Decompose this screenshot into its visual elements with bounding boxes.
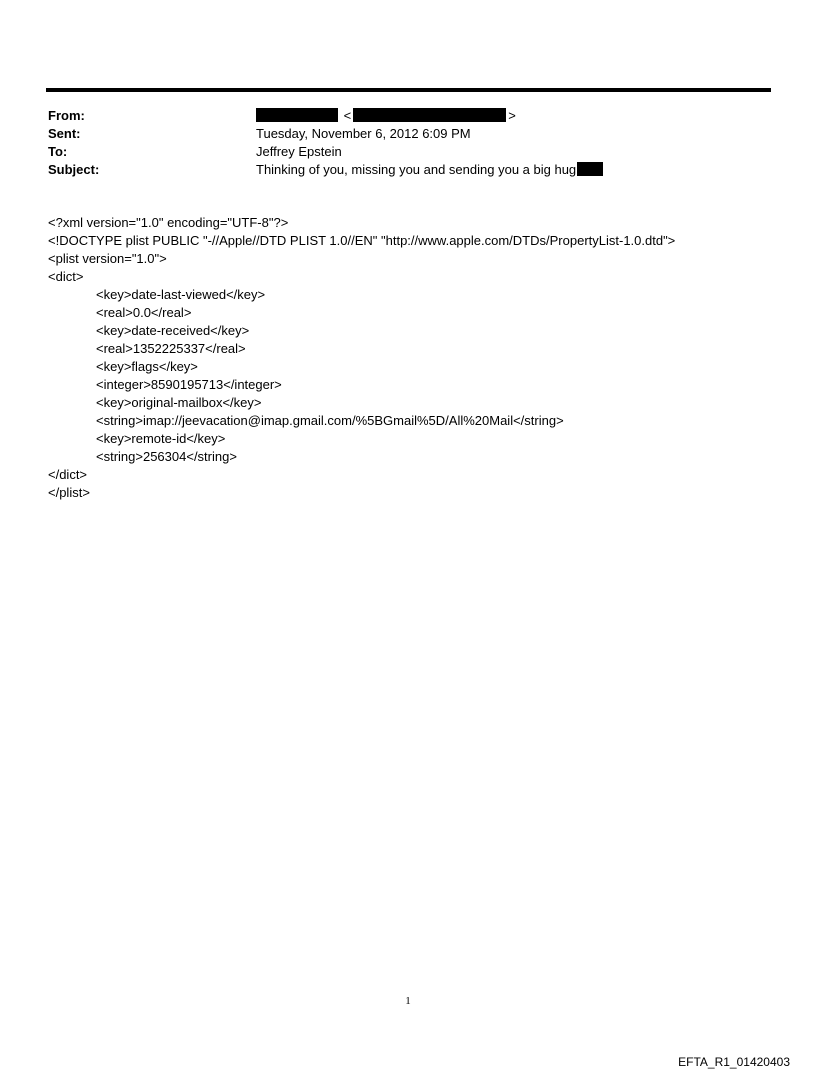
body-line: <?xml version="1.0" encoding="UTF-8"?> [48, 215, 289, 230]
sent-label: Sent: [48, 126, 81, 141]
from-label: From: [48, 108, 85, 123]
redacted-subject-tail [577, 162, 603, 176]
body-line: <key>date-last-viewed</key> [96, 287, 266, 302]
from-row [48, 107, 768, 125]
body-line: <plist version="1.0"> [48, 251, 167, 266]
from-open-bracket: < [343, 108, 352, 123]
to-row [48, 143, 768, 161]
subject-value: Thinking of you, missing you and sending you a big hug [256, 162, 577, 177]
body-line: <!DOCTYPE plist PUBLIC "-//Apple//DTD PLIST 1.0//EN" "http://www.apple.com/DTDs/PropertyList-1.0.dtd"> [48, 233, 676, 248]
body-line: <real>0.0</real> [96, 305, 192, 320]
subject-label: Subject: [48, 162, 100, 177]
to-value: Jeffrey Epstein [256, 144, 342, 159]
body-line: <string>imap://jeevacation@imap.gmail.com/%5BGmail%5D/All%20Mail</string> [96, 413, 564, 428]
subject-row [48, 161, 768, 179]
body-line: <key>original-mailbox</key> [96, 395, 262, 410]
redacted-sender-email [353, 108, 506, 122]
body-line: <key>date-received</key> [96, 323, 250, 338]
body-line: </dict> [48, 467, 88, 482]
page-number: 1 [405, 995, 411, 1007]
body-line: <integer>8590195713</integer> [96, 377, 282, 392]
body-line: <key>flags</key> [96, 359, 198, 374]
body-line: </plist> [48, 485, 90, 500]
subject-value-wrap [256, 161, 768, 179]
email-body [48, 214, 788, 502]
body-line: <dict> [48, 269, 84, 284]
sent-value: Tuesday, November 6, 2012 6:09 PM [256, 126, 471, 141]
email-header [48, 107, 768, 179]
body-line: <key>remote-id</key> [96, 431, 226, 446]
bates-number: EFTA_R1_01420403 [678, 1055, 790, 1069]
from-close-bracket: > [508, 108, 516, 123]
body-line: <real>1352225337</real> [96, 341, 246, 356]
redacted-sender-name [256, 108, 338, 122]
body-line: <string>256304</string> [96, 449, 237, 464]
sent-row [48, 125, 768, 143]
header-rule [46, 88, 771, 92]
to-label: To: [48, 144, 68, 159]
from-value [256, 107, 768, 125]
